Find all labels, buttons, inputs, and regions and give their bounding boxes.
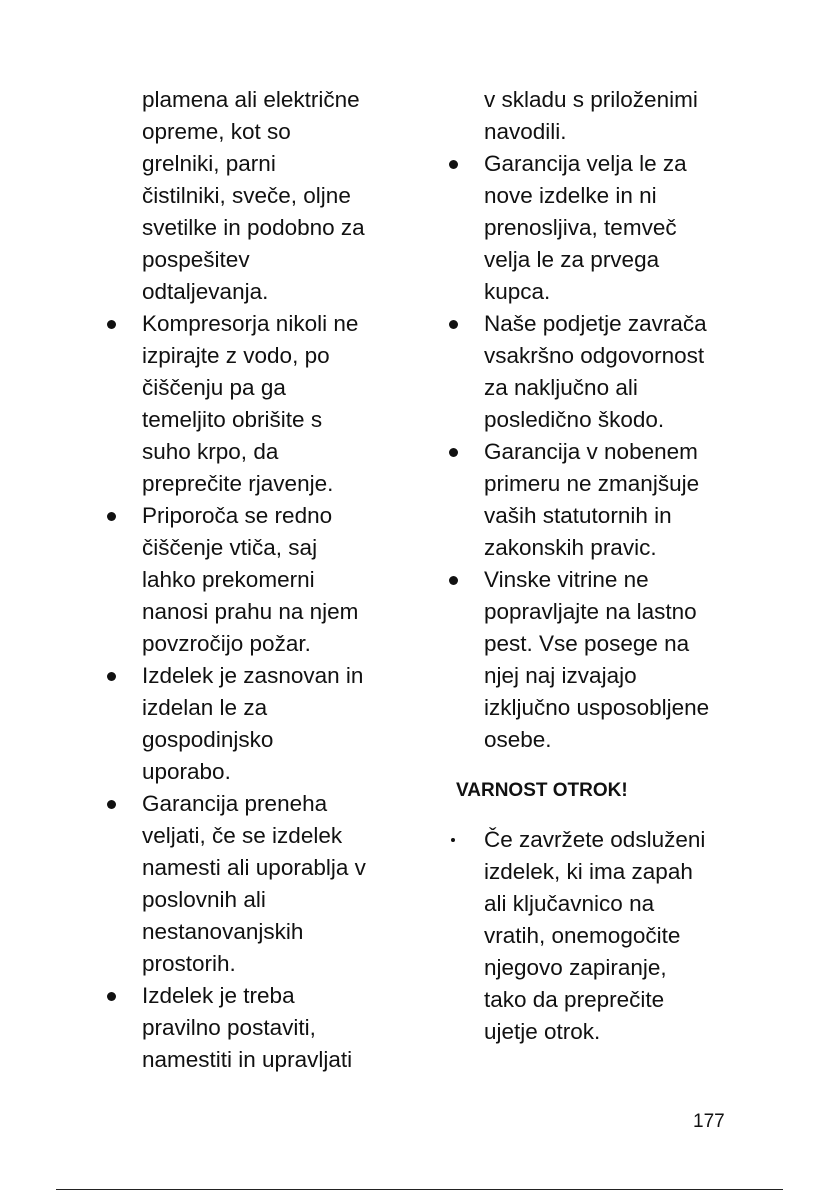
- text-line: čiščenju pa ga: [142, 375, 286, 400]
- text-line: povzročijo požar.: [142, 631, 311, 656]
- text-line: vaših statutornih in: [484, 503, 672, 528]
- text-line: namestiti in upravljati: [142, 1047, 353, 1072]
- continuation-paragraph: [446, 84, 746, 148]
- text-line: Garancija v nobenem: [484, 439, 698, 464]
- text-line: izključno usposobljene: [484, 695, 710, 720]
- list-item: [104, 660, 394, 788]
- text-line: gospodinjsko: [142, 727, 274, 752]
- list-item: [446, 436, 746, 564]
- text-line: preprečite rjavenje.: [142, 471, 334, 496]
- list-item: [104, 788, 394, 980]
- list-item: [104, 308, 394, 500]
- text-line: izpirajte z vodo, po: [142, 343, 330, 368]
- bullet-icon: [107, 512, 116, 521]
- text-line: za naključno ali: [484, 375, 638, 400]
- text-line: opreme, kot so: [142, 119, 291, 144]
- bullet-icon: [107, 320, 116, 329]
- text-line: Kompresorja nikoli ne: [142, 311, 359, 336]
- text-line: Priporoča se redno: [142, 503, 333, 528]
- text-line: nestanovanjskih: [142, 919, 304, 944]
- text-line: vsakršno odgovornost: [484, 343, 705, 368]
- text-line: izdelan le za: [142, 695, 268, 720]
- text-line: osebe.: [484, 727, 552, 752]
- text-line: primeru ne zmanjšuje: [484, 471, 700, 496]
- text-line: pravilno postaviti,: [142, 1015, 316, 1040]
- text-line: pest. Vse posege na: [484, 631, 690, 656]
- text-line: njegovo zapiranje,: [484, 955, 667, 980]
- text-line: poslovnih ali: [142, 887, 266, 912]
- text-line: Garancija velja le za: [484, 151, 687, 176]
- text-line: Vinske vitrine ne: [484, 567, 649, 592]
- text-line: suho krpo, da: [142, 439, 279, 464]
- text-line: namesti ali uporablja v: [142, 855, 366, 880]
- text-line: Izdelek je treba: [142, 983, 295, 1008]
- bullet-icon: [449, 576, 458, 585]
- bullet-icon: [449, 160, 458, 169]
- text-line: ujetje otrok.: [484, 1019, 601, 1044]
- text-line: lahko prekomerni: [142, 567, 315, 592]
- bullet-icon: [107, 800, 116, 809]
- text-line: grelniki, parni: [142, 151, 276, 176]
- bullet-icon: [449, 320, 458, 329]
- continuation-paragraph: [104, 84, 394, 308]
- text-line: prostorih.: [142, 951, 236, 976]
- text-line: nanosi prahu na njem: [142, 599, 359, 624]
- text-line: v skladu s priloženimi: [484, 87, 698, 112]
- list-item: [446, 148, 746, 308]
- text-line: Naše podjetje zavrača: [484, 311, 707, 336]
- text-line: popravljajte na lastno: [484, 599, 697, 624]
- text-line: veljati, če se izdelek: [142, 823, 343, 848]
- text-line: svetilke in podobno za: [142, 215, 365, 240]
- text-line: kupca.: [484, 279, 551, 304]
- list-item: [104, 500, 394, 660]
- text-line: Garancija preneha: [142, 791, 328, 816]
- text-line: Če zavržete odsluženi: [484, 827, 706, 852]
- text-line: tako da preprečite: [484, 987, 665, 1012]
- list-item: [446, 564, 746, 756]
- text-line: uporabo.: [142, 759, 231, 784]
- text-line: posledično škodo.: [484, 407, 665, 432]
- text-line: plamena ali električne: [142, 87, 360, 112]
- list-item: [104, 980, 394, 1076]
- section-heading: VARNOST OTROK!: [456, 780, 628, 801]
- right-column: [446, 84, 746, 1048]
- list-item: [446, 824, 746, 1048]
- text-line: velja le za prvega: [484, 247, 660, 272]
- page-number: 177: [693, 1111, 725, 1132]
- text-line: vratih, onemogočite: [484, 923, 681, 948]
- text-line: nove izdelke in ni: [484, 183, 657, 208]
- left-column: [104, 84, 394, 1076]
- footer-divider: [56, 1189, 783, 1190]
- text-line: zakonskih pravic.: [484, 535, 657, 560]
- text-line: odtaljevanja.: [142, 279, 269, 304]
- text-line: njej naj izvajajo: [484, 663, 637, 688]
- text-line: prenosljiva, temveč: [484, 215, 677, 240]
- text-line: pospešitev: [142, 247, 250, 272]
- text-line: temeljito obrišite s: [142, 407, 323, 432]
- text-line: ali ključavnico na: [484, 891, 655, 916]
- bullet-icon: [107, 672, 116, 681]
- text-line: navodili.: [484, 119, 567, 144]
- list-item: [446, 308, 746, 436]
- text-line: čiščenje vtiča, saj: [142, 535, 318, 560]
- bullet-icon: [451, 838, 455, 842]
- text-line: čistilniki, sveče, oljne: [142, 183, 351, 208]
- text-line: izdelek, ki ima zapah: [484, 859, 693, 884]
- text-line: Izdelek je zasnovan in: [142, 663, 364, 688]
- bullet-icon: [107, 992, 116, 1001]
- bullet-icon: [449, 448, 458, 457]
